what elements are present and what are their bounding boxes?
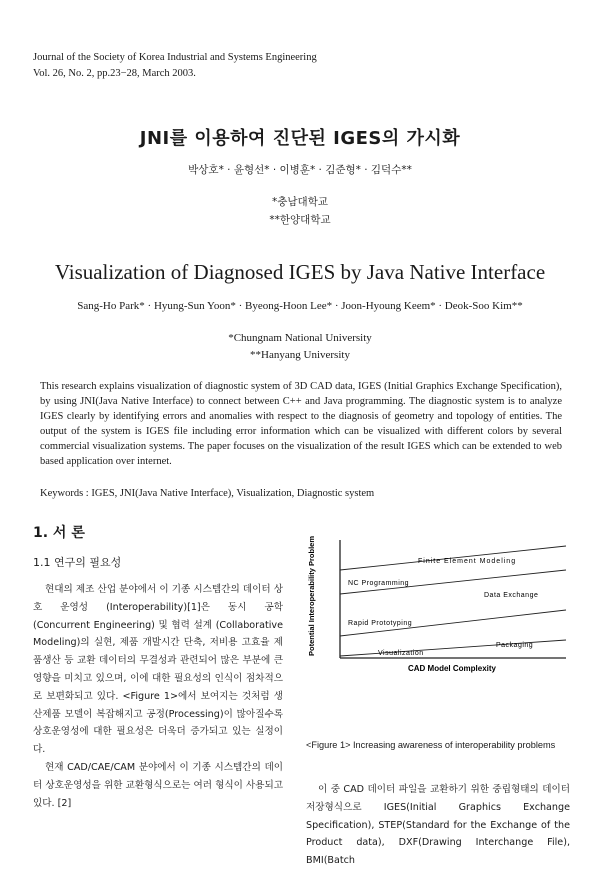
figure-1 (300, 536, 572, 681)
section-title: 1. 서 론 (33, 525, 85, 541)
paragraph: 현대의 제조 산업 분야에서 이 기종 시스템간의 데이터 상호 운영성 (Interoperability)[1]은 동시 공학 (Concurrent Engineering) 및 협력 설계 (Collaborative Modeling)의 실현, 제품 개발시간 단축, 저비용 고효율 제품생산 등 교환 데이터의 무결성과 관련되어 많은 부분에 큰 영향을 미치고 있으며, 이에 대한 필요성의 인식이 점차적으로 보편화되고 있다. <Figure 1>에서 보여지는 것처럼 생산제품 모델이 복잡해지고 공정(Processing)이 많아질수록 상호운영성에 대한 필요성은 더욱더 증가되고 있는 실정이다. (33, 584, 283, 756)
korean-authors: 박상호* · 윤형선* · 이병훈* · 김준형* · 김덕수** (188, 164, 412, 176)
figure-y-axis-label: Potential Interoperability Problem (307, 536, 316, 657)
english-title: Visualization of Diagnosed IGES by Java Native Interface (54, 260, 546, 284)
figure-label-nc: NC Programming (348, 580, 410, 587)
keywords: Keywords : IGES, JNI(Java Native Interface), Visualization, Diagnostic system (40, 488, 375, 499)
korean-affiliation-2: **한양대학교 (269, 214, 331, 226)
left-column-text (33, 581, 283, 812)
figure-label-data-exchange: Data Exchange (484, 592, 539, 599)
english-affiliation-1: *Chungnam National University (228, 332, 372, 344)
journal-header (33, 50, 317, 82)
korean-affiliation-1: *충남대학교 (272, 196, 328, 208)
english-affiliation-2: **Hanyang University (250, 349, 350, 361)
subsection-title: 1.1 연구의 필요성 (33, 556, 122, 569)
figure-label-packaging: Packaging (496, 642, 534, 649)
figure-label-rapid: Rapid Prototyping (348, 620, 413, 627)
figure-label-visualization: Visualization (378, 650, 424, 657)
figure-caption: <Figure 1> Increasing awareness of interoperability problems (306, 740, 556, 750)
abstract: This research explains visualization of diagnostic system of 3D CAD data, IGES (Initial Graphics Exchange Specification), by using JNI(Java Native Interface) to connect between C++ and Java programming. The diagnostic system is to analyze IGES clearly by identifying errors and anomalies with respect to the diagnosis of geometry and topology of entities. The output of the system is IGES file including error information which can be visualized with different colors by several commercial visualization systems. The paper focuses on the visualization of the result IGES which can be extended to web based application over internet. (40, 381, 562, 467)
figure-x-axis-label: CAD Model Complexity (407, 664, 497, 673)
right-column-text (306, 781, 570, 870)
english-authors: Sang-Ho Park* · Hyung-Sun Yoon* · Byeong-Hoon Lee* · Joon-Hyoung Keem* · Deok-Soo Kim** (77, 300, 523, 312)
interoperability-figure (300, 536, 572, 676)
paragraph: 현재 CAD/CAE/CAM 분야에서 이 기종 시스템간의 데이터 상호운영성을 위한 교환형식으로는 여러 형식이 사용되고 있다. [2] (33, 761, 283, 809)
journal-volume: Vol. 26, No. 2, pp.23−28, March 2003. (33, 68, 196, 79)
journal-name: Journal of the Society of Korea Industrial and Systems Engineering (33, 52, 317, 63)
paragraph: 이 중 CAD 데이터 파일을 교환하기 위한 중립형태의 데이터 저장형식으로 IGES(Initial Graphics Exchange Specification), STEP(Standard for the Exchange of the Product data), DXF(Drawing Interchange File), BMI(Batch (306, 784, 570, 867)
figure-label-fem: Finite Element Modeling (418, 558, 517, 565)
korean-title: JNI를 이용하여 진단된 IGES의 가시화 (139, 128, 461, 149)
